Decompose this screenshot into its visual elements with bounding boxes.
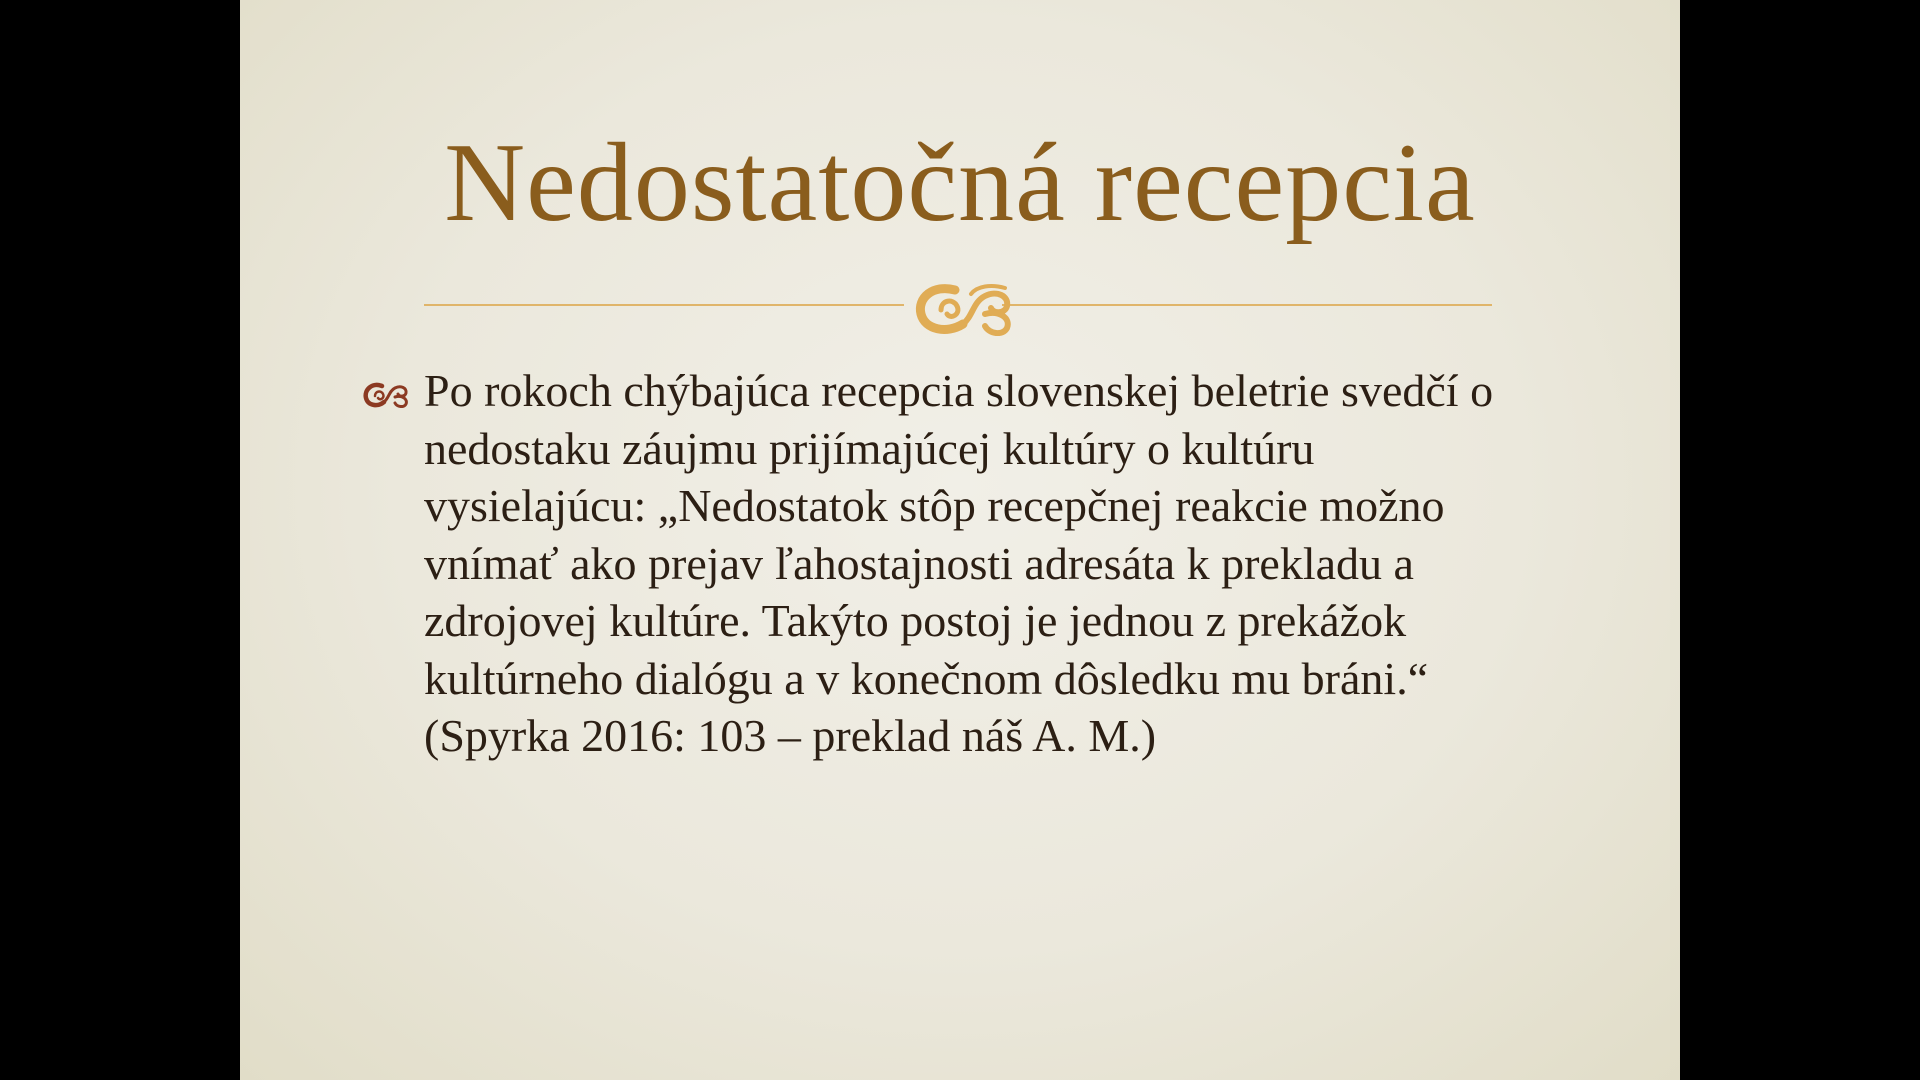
slide-title: Nedostatočná recepcia	[444, 121, 1476, 245]
divider-line-right	[1002, 304, 1492, 306]
list-item	[362, 362, 1512, 765]
bullet-list	[362, 362, 1512, 765]
title-divider	[424, 290, 1492, 320]
bullet-text: Po rokoch chýbajúca recepcia slovenskej beletrie svedčí o nedostaku záujmu prijímajúcej kultúry o kultúru vysielajúcu: „Nedostatok stôp recepčnej reakcie možno vnímať ako prejav ľahostajnosti adresáta k prekladu a zdrojovej kultúre. Takýto postoj je jednou z prekážok kultúrneho dialógu a v konečnom dôsledku mu bráni.“ (Spyrka 2016: 103 – preklad náš A. M.)	[424, 365, 1494, 761]
slide	[240, 0, 1680, 1080]
ornamental-flourish-icon	[911, 280, 1021, 336]
divider-line-left	[424, 304, 904, 306]
curl-bullet-icon	[362, 380, 410, 408]
